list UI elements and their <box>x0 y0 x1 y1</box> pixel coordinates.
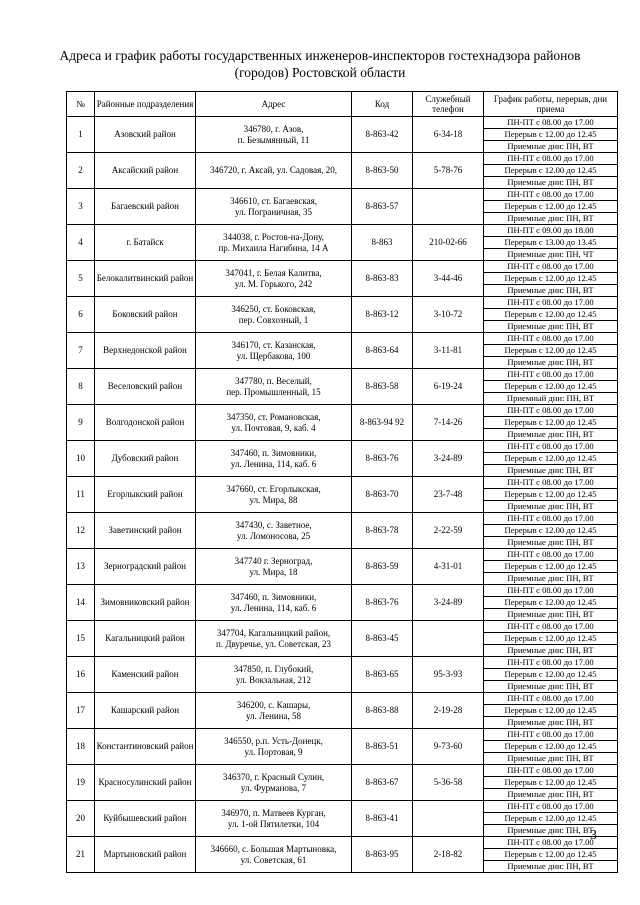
office-phone: 2-22-59 <box>413 513 484 549</box>
table-row <box>67 441 618 477</box>
table-row <box>67 117 618 153</box>
row-number: 6 <box>67 297 95 333</box>
office-phone: 6-19-24 <box>413 369 484 405</box>
row-number: 18 <box>67 729 95 765</box>
table-row <box>67 333 618 369</box>
phone-code: 8-863-42 <box>352 117 413 153</box>
address-cell <box>196 765 352 801</box>
schedule-line: Перерыв с 13.00 до 13.45 <box>484 236 617 248</box>
address-line: 347850, п. Глубокий, <box>233 663 314 674</box>
schedule-line: Перерыв с 12.00 до 12.45 <box>484 632 617 644</box>
schedule-cell <box>484 261 618 297</box>
schedule-line: Перерыв с 12.00 до 12.45 <box>484 740 617 752</box>
region-name: Кагальницкий район <box>95 621 196 657</box>
phone-code: 8-863-70 <box>352 477 413 513</box>
schedule-cell <box>484 621 618 657</box>
schedule-line: Приемные дни: ПН, ВТ <box>484 644 617 656</box>
schedule-line: ПН-ПТ с 08.00 до 17.00 <box>507 729 594 739</box>
table-body <box>67 117 618 873</box>
office-phone: 2-18-82 <box>413 837 484 873</box>
schedule-line: ПН-ПТ с 09.00 до 18.00 <box>507 225 594 235</box>
region-name: Егорлыкский район <box>95 477 196 513</box>
schedule-cell <box>484 549 618 585</box>
schedule-line: ПН-ПТ с 08.00 до 17.00 <box>507 297 594 307</box>
address-line: ул. Пограничная, 35 <box>235 206 312 217</box>
phone-code: 8-863-64 <box>352 333 413 369</box>
address-cell <box>196 261 352 297</box>
phone-code: 8-863-50 <box>352 153 413 189</box>
schedule-cell <box>484 189 618 225</box>
office-phone <box>413 621 484 657</box>
schedule-cell <box>484 297 618 333</box>
row-number: 11 <box>67 477 95 513</box>
address-cell <box>196 297 352 333</box>
schedule-cell <box>484 801 618 837</box>
table-row <box>67 621 618 657</box>
schedule-line: Приемные дни: ПН, ВТ <box>484 356 617 368</box>
phone-code: 8-863-51 <box>352 729 413 765</box>
address-cell <box>196 585 352 621</box>
schedule-cell <box>484 333 618 369</box>
phone-code: 8-863-78 <box>352 513 413 549</box>
address-line: ул. 1-ой Пятилетки, 104 <box>227 818 320 829</box>
schedule-line: Приемные дни: ПН, ВТ <box>484 572 617 584</box>
office-phone: 3-44-46 <box>413 261 484 297</box>
schedule-cell <box>484 765 618 801</box>
schedule-line: ПН-ПТ с 08.00 до 17.00 <box>507 837 594 847</box>
address-line: ул. Советская, 61 <box>240 854 307 865</box>
schedule-line: Перерыв с 12.00 до 12.45 <box>484 704 617 716</box>
schedule-line: Перерыв с 12.00 до 12.45 <box>484 416 617 428</box>
address-line: ул. Мира, 88 <box>249 494 298 505</box>
schedule-line: ПН-ПТ с 08.00 до 17.00 <box>507 657 594 667</box>
row-number: 1 <box>67 117 95 153</box>
schedule-line: Приемные дни: ПН, ЧТ <box>484 248 617 260</box>
address-line: пер. Совхозный, 1 <box>238 314 309 325</box>
schedule-line: ПН-ПТ с 08.00 до 17.00 <box>507 333 594 343</box>
phone-code: 8-863-88 <box>352 693 413 729</box>
address-line: 347460, п. Зимовники, <box>230 447 317 458</box>
table-row <box>67 261 618 297</box>
office-phone: 95-3-93 <box>413 657 484 693</box>
schedule-line: ПН-ПТ с 08.00 до 17.00 <box>507 441 594 451</box>
row-number: 16 <box>67 657 95 693</box>
address-line: 346660, с. Большая Мартыновка, <box>210 843 337 854</box>
schedule-cell <box>484 513 618 549</box>
schedule-line: ПН-ПТ с 08.00 до 17.00 <box>507 477 594 487</box>
schedule-line: ПН-ПТ с 08.00 до 17.00 <box>507 801 594 811</box>
schedule-line: ПН-ПТ с 08.00 до 17.00 <box>507 405 594 415</box>
address-cell <box>196 693 352 729</box>
office-phone: 6-34-18 <box>413 117 484 153</box>
region-name: Мартыновский район <box>95 837 196 873</box>
address-cell <box>196 405 352 441</box>
schedule-line: ПН-ПТ с 08.00 до 17.00 <box>507 513 594 523</box>
office-phone: 3-24-89 <box>413 441 484 477</box>
address-cell <box>196 441 352 477</box>
address-cell <box>196 801 352 837</box>
schedule-line: Приемные дни: ПН, ВТ <box>484 752 617 764</box>
phone-code: 8-863-83 <box>352 261 413 297</box>
row-number: 12 <box>67 513 95 549</box>
schedule-line: ПН-ПТ с 08.00 до 17.00 <box>507 693 594 703</box>
schedule-line: Перерыв с 12.00 до 12.45 <box>484 308 617 320</box>
address-line: 346720, г. Аксай, ул. Садовая, 20, <box>210 165 337 175</box>
address-line: 346170, ст. Казанская, <box>231 339 316 350</box>
address-line: п. Двуречье, ул. Советская, 23 <box>216 638 331 649</box>
table-row <box>67 657 618 693</box>
phone-code: 8-863-76 <box>352 441 413 477</box>
phone-code: 8-863-95 <box>352 837 413 873</box>
schedule-line: Приемные дни: ПН, ВТ <box>484 680 617 692</box>
page-number: 3 <box>590 828 597 843</box>
address-cell <box>196 333 352 369</box>
address-cell <box>196 657 352 693</box>
schedule-line: Перерыв с 12.00 до 12.45 <box>484 452 617 464</box>
region-name: Веселовский район <box>95 369 196 405</box>
region-name: Куйбышевский район <box>95 801 196 837</box>
table-row <box>67 729 618 765</box>
phone-code: 8-863 <box>352 225 413 261</box>
phone-code: 8-863-59 <box>352 549 413 585</box>
schedule-line: Приемные дни: ПН, ВТ <box>484 788 617 800</box>
phone-code: 8-863-12 <box>352 297 413 333</box>
address-line: ул. Вокзальная, 212 <box>235 674 312 685</box>
address-line: ул. Ленина, 114, каб. 6 <box>230 458 317 469</box>
office-phone: 210-02-66 <box>413 225 484 261</box>
address-cell <box>196 513 352 549</box>
header-phone: Служебный телефон <box>413 92 484 117</box>
address-line: пер. Промышленный, 15 <box>226 386 321 397</box>
address-line: ул. Ленина, 114, каб. 6 <box>230 602 317 613</box>
row-number: 7 <box>67 333 95 369</box>
schedule-line: ПН-ПТ с 08.00 до 17.00 <box>507 117 594 127</box>
address-line: 347660, ст. Егорлыкская, <box>226 483 321 494</box>
row-number: 13 <box>67 549 95 585</box>
table-row <box>67 693 618 729</box>
row-number: 19 <box>67 765 95 801</box>
schedule-line: Приемные дни: ПН, ВТ <box>484 284 617 296</box>
address-line: 346780, г. Азов, <box>243 123 304 134</box>
schedule-cell <box>484 369 618 405</box>
phone-code: 8-863-76 <box>352 585 413 621</box>
schedule-line: Приемные дни: ПН, ВТ <box>484 608 617 620</box>
region-name: Верхнедонской район <box>95 333 196 369</box>
table-row <box>67 153 618 189</box>
schedule-line: ПН-ПТ с 08.00 до 17.00 <box>507 549 594 559</box>
title-line-2: (городов) Ростовской области <box>234 65 406 80</box>
office-phone: 3-11-81 <box>413 333 484 369</box>
table-row <box>67 549 618 585</box>
schedule-line: Приемный дни: ПН, ВТ <box>484 392 617 404</box>
table-row <box>67 513 618 549</box>
schedule-line: Перерыв с 12.00 до 12.45 <box>484 200 617 212</box>
region-name: Зимовниковский район <box>95 585 196 621</box>
schedule-line: Перерыв с 12.00 до 12.45 <box>484 164 617 176</box>
header-region: Районные подразделения <box>95 92 196 117</box>
schedule-cell <box>484 405 618 441</box>
region-name: Багаевский район <box>95 189 196 225</box>
header-code: Код <box>352 92 413 117</box>
schedule-cell <box>484 225 618 261</box>
office-phone: 4-31-01 <box>413 549 484 585</box>
schedule-line: Приемные дни: ПН, ВТ <box>484 824 617 836</box>
office-phone: 9-73-60 <box>413 729 484 765</box>
schedule-cell <box>484 729 618 765</box>
table-row <box>67 477 618 513</box>
address-line: 346370, г. Красный Сулин, <box>222 771 325 782</box>
schedule-line: ПН-ПТ с 08.00 до 17.00 <box>507 369 594 379</box>
address-cell <box>196 189 352 225</box>
address-line: ул. Мира, 18 <box>249 566 298 577</box>
phone-code: 8-863-67 <box>352 765 413 801</box>
schedule-cell <box>484 153 618 189</box>
address-line: ул. Ленина, 58 <box>245 710 302 721</box>
address-line: 346250, ст. Боковская, <box>231 303 316 314</box>
schedule-line: Перерыв с 12.00 до 12.45 <box>484 344 617 356</box>
address-line: пр. Михаила Нагибина, 14 А <box>218 242 329 253</box>
address-cell <box>196 549 352 585</box>
address-line: 346610, ст. Багаевская, <box>230 195 317 206</box>
schedule-line: Перерыв с 12.00 до 12.45 <box>484 560 617 572</box>
address-line: ул. М. Горького, 242 <box>234 278 313 289</box>
address-line: 347041, г. Белая Калитва, <box>225 267 322 278</box>
address-cell <box>196 117 352 153</box>
schedule-cell <box>484 837 618 873</box>
address-line: ул. Фурманова, 7 <box>240 782 307 793</box>
office-phone: 2-19-28 <box>413 693 484 729</box>
schedule-line: ПН-ПТ с 08.00 до 17.00 <box>507 585 594 595</box>
region-name: Красносулинский район <box>95 765 196 801</box>
schedule-line: Перерыв с 12.00 до 12.45 <box>484 128 617 140</box>
address-line: 346970, п. Матвеев Курган, <box>221 807 326 818</box>
row-number: 3 <box>67 189 95 225</box>
phone-code: 8-863-58 <box>352 369 413 405</box>
region-name: г. Батайск <box>95 225 196 261</box>
schedule-line: Перерыв с 12.00 до 12.45 <box>484 812 617 824</box>
address-cell <box>196 621 352 657</box>
schedule-cell <box>484 117 618 153</box>
region-name: Азовский район <box>95 117 196 153</box>
address-cell <box>196 153 352 189</box>
office-phone: 5-36-58 <box>413 765 484 801</box>
schedule-line: ПН-ПТ с 08.00 до 17.00 <box>507 153 594 163</box>
address-line: ул. Портовая, 9 <box>244 746 303 757</box>
schedule-line: Приемные дни: ПН, ВТ <box>484 716 617 728</box>
schedule-cell <box>484 657 618 693</box>
region-name: Аксайский район <box>95 153 196 189</box>
table-row <box>67 405 618 441</box>
region-name: Зерноградский район <box>95 549 196 585</box>
schedule-cell <box>484 693 618 729</box>
row-number: 20 <box>67 801 95 837</box>
table-row <box>67 369 618 405</box>
address-line: ул. Почтовая, 9, каб. 4 <box>231 422 316 433</box>
schedule-line: Приемные дни: ПН, ВТ <box>484 464 617 476</box>
table-row <box>67 225 618 261</box>
schedule-line: Перерыв с 12.00 до 12.45 <box>484 776 617 788</box>
address-cell <box>196 477 352 513</box>
address-line: 344038, г. Ростов-на-Дону, <box>223 231 324 242</box>
schedule-line: Приемные дни: ПН, ВТ <box>484 212 617 224</box>
address-line: 347460, п. Зимовники, <box>230 591 317 602</box>
table-row <box>67 585 618 621</box>
address-line: 347350, ст. Романовская, <box>226 411 321 422</box>
office-phone: 3-24-89 <box>413 585 484 621</box>
schedule-line: Перерыв с 12.00 до 12.45 <box>484 848 617 860</box>
header-address: Адрес <box>196 92 352 117</box>
table-row <box>67 765 618 801</box>
schedule-line: ПН-ПТ с 08.00 до 17.00 <box>507 621 594 631</box>
address-line: ул. Ломоносова, 25 <box>236 530 311 541</box>
address-cell <box>196 837 352 873</box>
row-number: 15 <box>67 621 95 657</box>
phone-code: 8-863-94 92 <box>352 405 413 441</box>
table-row <box>67 837 618 873</box>
office-phone: 7-14-26 <box>413 405 484 441</box>
header-num: № <box>67 92 95 117</box>
row-number: 5 <box>67 261 95 297</box>
address-line: 347430, с. Заветное, <box>235 519 312 530</box>
region-name: Волгодонской район <box>95 405 196 441</box>
schedule-line: Перерыв с 12.00 до 12.45 <box>484 380 617 392</box>
schedule-line: Приемные дни: ПН, ВТ <box>484 176 617 188</box>
office-phone: 23-7-48 <box>413 477 484 513</box>
address-line: 347704, Кагальницкий район, <box>216 627 331 638</box>
phone-code: 8-863-57 <box>352 189 413 225</box>
schedule-line: Перерыв с 12.00 до 12.45 <box>484 272 617 284</box>
office-phone <box>413 189 484 225</box>
schedule-line: Перерыв с 12.00 до 12.45 <box>484 668 617 680</box>
address-cell <box>196 729 352 765</box>
schedule-line: ПН-ПТ с 08.00 до 17.00 <box>507 261 594 271</box>
region-name: Боковский район <box>95 297 196 333</box>
phone-code: 8-863-65 <box>352 657 413 693</box>
schedule-line: Перерыв с 12.00 до 12.45 <box>484 488 617 500</box>
header-schedule: График работы, перерыв, дни приема <box>484 92 618 117</box>
row-number: 2 <box>67 153 95 189</box>
title-line-1: Адреса и график работы государственных инженеров-инспекторов гостехнадзора районов <box>59 48 581 63</box>
region-name: Белокалитвинский район <box>95 261 196 297</box>
row-number: 10 <box>67 441 95 477</box>
office-phone: 5-78-76 <box>413 153 484 189</box>
address-line: п. Безымянный, 11 <box>237 134 310 145</box>
region-name: Дубовский район <box>95 441 196 477</box>
schedule-line: Перерыв с 12.00 до 12.45 <box>484 524 617 536</box>
table-row <box>67 189 618 225</box>
table-row <box>67 297 618 333</box>
row-number: 14 <box>67 585 95 621</box>
region-name: Каменский район <box>95 657 196 693</box>
address-line: ул. Щербакова, 100 <box>236 350 311 361</box>
address-cell <box>196 369 352 405</box>
document-title <box>40 47 600 81</box>
schedule-line: Приемные дни: ПН, ВТ <box>484 500 617 512</box>
phone-code: 8-863-41 <box>352 801 413 837</box>
schedule-cell <box>484 441 618 477</box>
schedule-line: Приемные дни: ПН, ВТ <box>484 140 617 152</box>
schedule-line: Приемные дни: ПН, ВТ <box>484 860 617 872</box>
address-line: 346550, р.п. Усть-Донецк, <box>224 735 323 746</box>
inspectors-table <box>66 91 618 873</box>
row-number: 4 <box>67 225 95 261</box>
region-name: Кашарский район <box>95 693 196 729</box>
table-row <box>67 801 618 837</box>
schedule-line: Приемные дни: ПН, ВТ <box>484 536 617 548</box>
phone-code: 8-863-45 <box>352 621 413 657</box>
row-number: 8 <box>67 369 95 405</box>
address-line: 347780, п. Веселый, <box>235 375 312 386</box>
schedule-line: ПН-ПТ с 08.00 до 17.00 <box>507 189 594 199</box>
address-cell <box>196 225 352 261</box>
schedule-line: Перерыв с 12.00 до 12.45 <box>484 596 617 608</box>
row-number: 9 <box>67 405 95 441</box>
schedule-line: ПН-ПТ с 08.00 до 17.00 <box>507 765 594 775</box>
schedule-line: Приемные дни: ПН, ВТ <box>484 320 617 332</box>
address-line: 346200, с. Кашары, <box>236 699 311 710</box>
region-name: Константиновский район <box>95 729 196 765</box>
schedule-line: Приемные дни: ПН, ВТ <box>484 428 617 440</box>
row-number: 17 <box>67 693 95 729</box>
schedule-cell <box>484 585 618 621</box>
region-name: Заветинский район <box>95 513 196 549</box>
table-header-row <box>67 92 618 117</box>
office-phone <box>413 801 484 837</box>
row-number: 21 <box>67 837 95 873</box>
office-phone: 3-10-72 <box>413 297 484 333</box>
address-line: 347740 г. Зерноград, <box>234 555 313 566</box>
schedule-cell <box>484 477 618 513</box>
